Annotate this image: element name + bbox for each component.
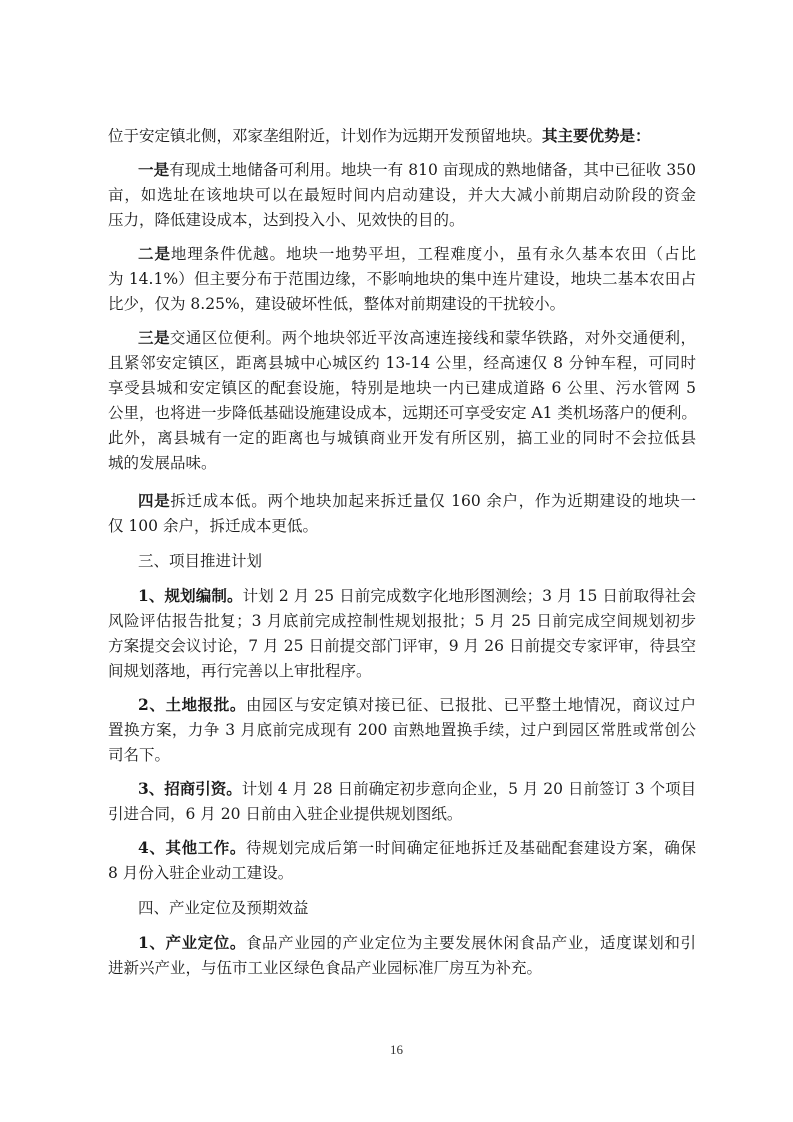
paragraph-line: 公里，也将进一步降低基础设施建设成本，远期还可享受安定 A1 类机场落户的便利。 [108, 404, 697, 422]
paragraph-line: 为 14.1%）但主要分布于范围边缘，不影响地块的集中连片建设，地块二基本农田占 [108, 270, 696, 288]
paragraph-line: 且紧邻安定镇区，距离县城中心城区约 13-14 公里，经高速仅 8 分钟车程，可同时 [108, 354, 696, 372]
paragraph-line: 4、其他工作。待规划完成后第一时间确定征地拆迁及基础配套建设方案，确保 [138, 838, 696, 857]
paragraph-line: 8 月份入驻企业动工建设。 [108, 864, 294, 882]
section-heading: 四、产业定位及预期效益 [138, 899, 309, 917]
paragraph-line: 享受县城和安定镇区的配套设施，特别是地块一内已建成道路 6 公里、污水管网 5 [108, 379, 696, 397]
paragraph-line: 引进合同，6 月 20 日前由入驻企业提供规划图纸。 [108, 805, 463, 823]
paragraph-line: 3、招商引资。计划 4 月 28 日前确定初步意向企业，5 月 20 日前签订 3 个项目 [138, 779, 697, 798]
paragraph-line: 一是有现成土地储备可利用。地块一有 810 亩现成的熟地储备，其中已征收 350 [138, 160, 696, 179]
paragraph-line: 间规划落地，再行完善以上审批程序。 [108, 662, 372, 680]
paragraph-line: 城的发展品味。 [108, 454, 217, 472]
paragraph-line: 仅 100 余户，拆迁成本更低。 [108, 517, 318, 535]
paragraph-line: 四是拆迁成本低。两个地块加起来拆迁量仅 160 余户，作为近期建设的地块一 [138, 491, 696, 510]
paragraph-line: 此外，离县城有一定的距离也与城镇商业开发有所区别，搞工业的同时不会拉低县 [108, 429, 696, 447]
paragraph-line: 风险评估报告批复；3 月底前完成控制性规划报批；5 月 25 日前完成空间规划初步 [108, 612, 696, 630]
paragraph-line: 二是地理条件优越。地块一地势平坦，工程难度小，虽有永久基本农田（占比 [138, 244, 696, 263]
paragraph-line: 1、产业定位。食品产业园的产业定位为主要发展休闲食品产业，适度谋划和引 [138, 933, 696, 952]
paragraph-line: 2、土地报批。由园区与安定镇对接已征、已报批、已平整土地情况，商议过户 [138, 695, 696, 714]
paragraph-line: 压力，降低建设成本，达到投入小、见效快的目的。 [108, 211, 465, 229]
paragraph-line: 亩，如选址在该地块可以在最短时间内启动建设，并大大减小前期启动阶段的资金 [108, 186, 696, 204]
paragraph-line: 置换方案，力争 3 月底前完成现有 200 亩熟地置换手续，过户到园区常胜或常创公 [108, 721, 696, 739]
paragraph-line: 比少，仅为 8.25%，建设破坏性低，整体对前期建设的干扰较小。 [108, 295, 566, 313]
page-number: 16 [390, 1042, 403, 1057]
paragraph-line: 位于安定镇北侧，邓家垄组附近，计划作为远期开发预留地块。其主要优势是： [108, 126, 651, 145]
paragraph-line: 1、规划编制。计划 2 月 25 日前完成数字化地形图测绘；3 月 15 日前取得社会 [138, 586, 696, 605]
paragraph-line: 进新兴产业，与伍市工业区绿色食品产业园标准厂房互为补充。 [108, 959, 543, 977]
paragraph-line: 三是交通区位便利。两个地块邻近平汝高速连接线和蒙华铁路，对外交通便利， [138, 328, 696, 347]
paragraph-line: 方案提交会议讨论，7 月 25 日前提交部门评审，9 月 26 日前提交专家评审，待县空 [108, 637, 696, 655]
paragraph-line: 司名下。 [108, 746, 171, 764]
section-heading: 三、项目推进计划 [138, 552, 263, 570]
